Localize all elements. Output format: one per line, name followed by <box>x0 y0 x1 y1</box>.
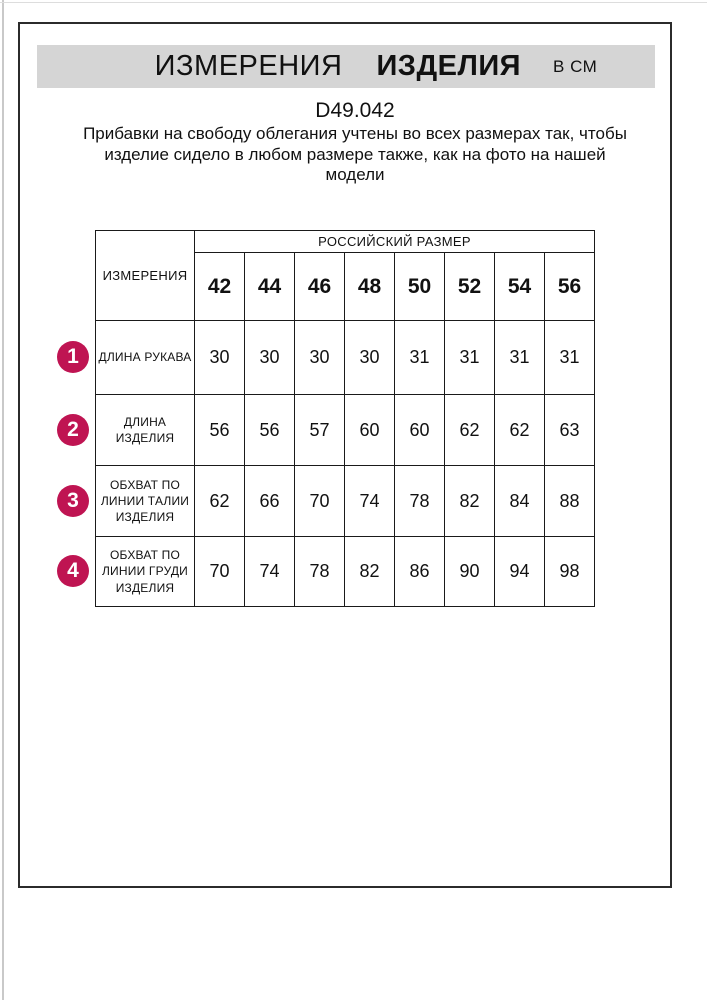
size-header-cell: 48 <box>345 253 395 321</box>
size-header-cell: 50 <box>395 253 445 321</box>
value-cell: 74 <box>245 537 295 607</box>
size-header-cell: 56 <box>545 253 595 321</box>
value-cell: 31 <box>445 321 495 395</box>
value-cell: 78 <box>295 537 345 607</box>
measurements-header-cell: ИЗМЕРЕНИЯ <box>96 231 195 321</box>
value-cell: 30 <box>295 321 345 395</box>
value-cell: 74 <box>345 466 395 537</box>
value-cell: 31 <box>395 321 445 395</box>
size-header-cell: 42 <box>195 253 245 321</box>
title-band <box>37 45 655 88</box>
row-marker-4 <box>57 555 89 587</box>
value-cell: 60 <box>395 395 445 466</box>
scan-edge-left <box>2 0 4 1000</box>
value-cell: 90 <box>445 537 495 607</box>
value-cell: 62 <box>445 395 495 466</box>
value-cell: 30 <box>245 321 295 395</box>
scan-edge-top <box>0 2 707 3</box>
value-cell: 31 <box>495 321 545 395</box>
row-marker-3 <box>57 485 89 517</box>
value-cell: 30 <box>195 321 245 395</box>
row-label: ОБХВАТ ПО ЛИНИИ ГРУДИ ИЗДЕЛИЯ <box>96 537 195 607</box>
page-title-emphasis: ИЗДЕЛИЯ <box>376 50 522 82</box>
value-cell: 84 <box>495 466 545 537</box>
size-header-cell: 54 <box>495 253 545 321</box>
value-cell: 66 <box>245 466 295 537</box>
row-marker-2 <box>57 414 89 446</box>
product-note: Прибавки на свободу облегания учтены во всех размерах так, чтобы изделие сидело в любом размере также, как на фото на нашей модели <box>83 124 627 185</box>
page-title-unit: В СМ <box>553 56 598 76</box>
size-header-cell: 44 <box>245 253 295 321</box>
size-header-cell: 46 <box>295 253 345 321</box>
table-row <box>96 537 595 607</box>
value-cell: 82 <box>445 466 495 537</box>
value-cell: 78 <box>395 466 445 537</box>
size-table-group-row <box>96 231 595 253</box>
value-cell: 86 <box>395 537 445 607</box>
value-cell: 63 <box>545 395 595 466</box>
row-marker-2-number: 2 <box>67 418 79 441</box>
row-label: ДЛИНА ИЗДЕЛИЯ <box>96 395 195 466</box>
value-cell: 57 <box>295 395 345 466</box>
value-cell: 82 <box>345 537 395 607</box>
product-code: D49.042 <box>315 99 395 122</box>
value-cell: 94 <box>495 537 545 607</box>
size-table <box>95 230 595 607</box>
size-group-header-cell: РОССИЙСКИЙ РАЗМЕР <box>195 231 595 253</box>
row-label: ОБХВАТ ПО ЛИНИИ ТАЛИИ ИЗДЕЛИЯ <box>96 466 195 537</box>
value-cell: 56 <box>195 395 245 466</box>
table-row <box>96 321 595 395</box>
value-cell: 70 <box>195 537 245 607</box>
value-cell: 62 <box>195 466 245 537</box>
row-marker-4-number: 4 <box>67 559 79 582</box>
value-cell: 30 <box>345 321 395 395</box>
value-cell: 56 <box>245 395 295 466</box>
row-label: ДЛИНА РУКАВА <box>96 321 195 395</box>
size-header-cell: 52 <box>445 253 495 321</box>
value-cell: 98 <box>545 537 595 607</box>
value-cell: 70 <box>295 466 345 537</box>
row-marker-3-number: 3 <box>67 489 79 512</box>
page-title: ИЗМЕРЕНИЯ <box>154 50 343 82</box>
value-cell: 62 <box>495 395 545 466</box>
table-row <box>96 395 595 466</box>
value-cell: 60 <box>345 395 395 466</box>
row-marker-1 <box>57 341 89 373</box>
value-cell: 31 <box>545 321 595 395</box>
value-cell: 88 <box>545 466 595 537</box>
table-row <box>96 466 595 537</box>
row-marker-1-number: 1 <box>67 345 79 368</box>
